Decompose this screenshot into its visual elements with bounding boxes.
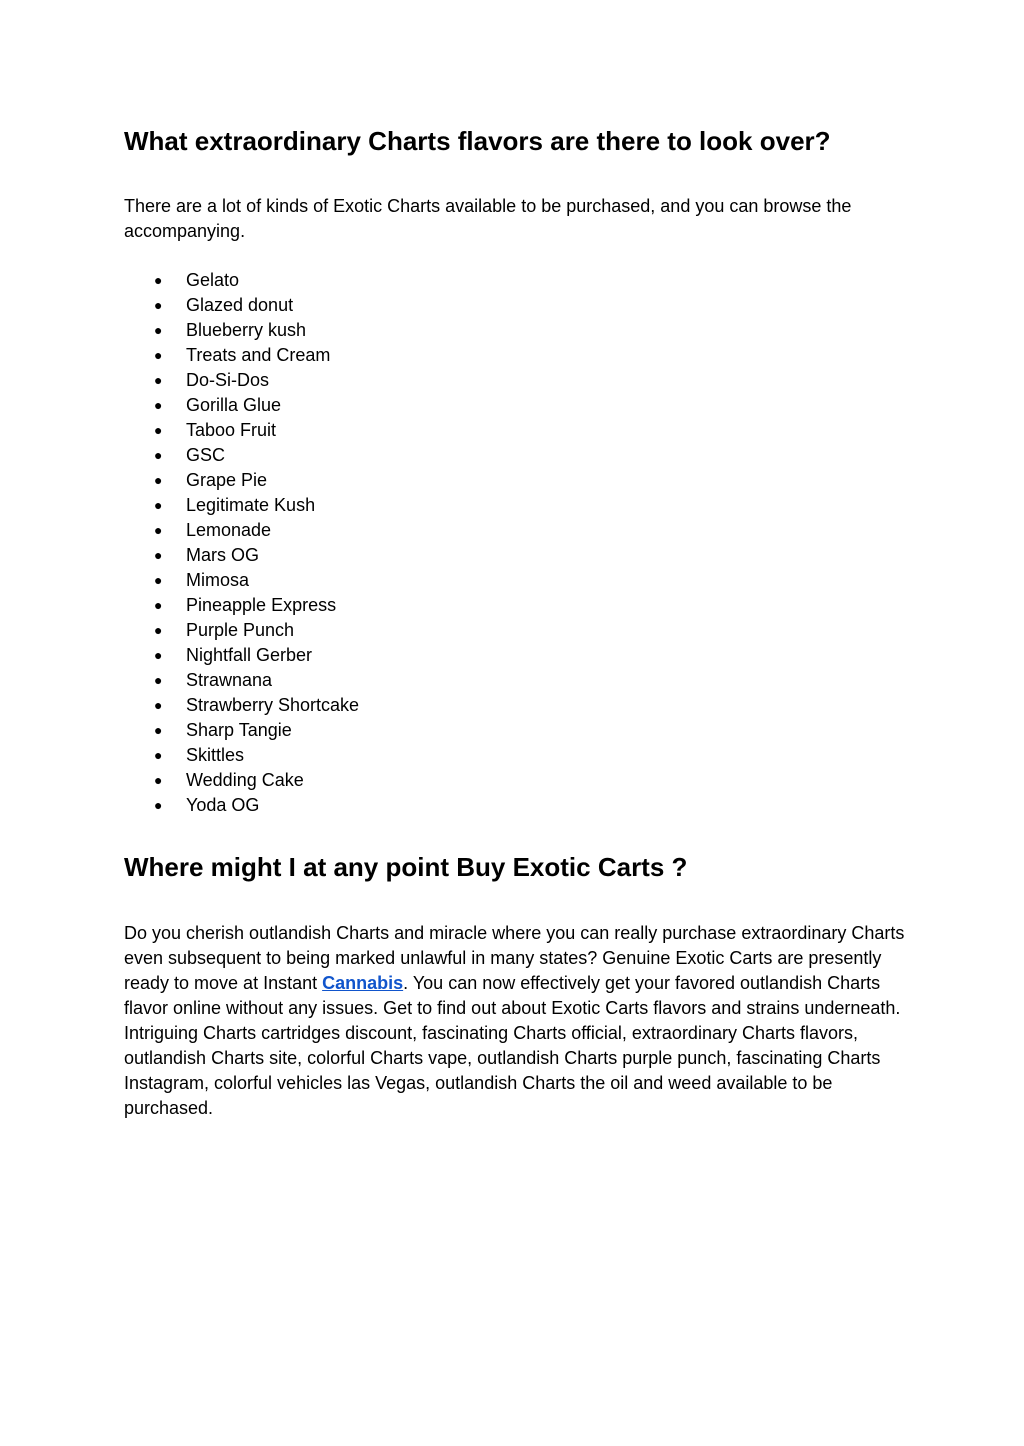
list-item-label: Gorilla Glue	[186, 395, 282, 415]
bullet-icon: ●	[154, 547, 163, 563]
bullet-icon: ●	[154, 472, 163, 488]
list-item	[124, 643, 359, 668]
section-heading-buy: Where might I at any point Buy Exotic Carts ?	[124, 852, 688, 882]
list-item-label: Taboo Fruit	[186, 420, 277, 440]
bullet-icon: ●	[154, 772, 163, 788]
list-item	[124, 618, 359, 643]
section-heading-flavors: What extraordinary Charts flavors are there to look over?	[124, 126, 831, 156]
list-item-label: Strawnana	[186, 670, 273, 690]
list-item-label: Grape Pie	[186, 470, 268, 490]
bullet-icon: ●	[154, 297, 163, 313]
list-item-label: GSC	[186, 445, 226, 465]
list-item-label: Strawberry Shortcake	[186, 695, 360, 715]
bullet-icon: ●	[154, 497, 163, 513]
list-item	[124, 718, 359, 743]
list-item-label: Legitimate Kush	[186, 495, 316, 515]
list-item	[124, 293, 359, 318]
bullet-icon: ●	[154, 747, 163, 763]
list-item	[124, 593, 359, 618]
list-item-label: Gelato	[186, 270, 240, 290]
bullet-icon: ●	[154, 697, 163, 713]
bullet-icon: ●	[154, 622, 163, 638]
list-item-label: Skittles	[186, 745, 245, 765]
list-item-label: Blueberry kush	[186, 320, 307, 340]
list-item-label: Purple Punch	[186, 620, 295, 640]
list-item	[124, 368, 359, 393]
bullet-icon: ●	[154, 672, 163, 688]
list-item	[124, 393, 359, 418]
list-item-label: Wedding Cake	[186, 770, 304, 790]
list-item	[124, 468, 359, 493]
list-item-label: Lemonade	[186, 520, 272, 540]
buy-paragraph-text-start: Do you cherish outlandish Charts and miracle where you can really purchase extraordinary Charts even subsequent to being marked unlawful in many states? Genuine Exotic Carts are presently ready to move at Instant	[124, 923, 905, 993]
list-item	[124, 543, 359, 568]
bullet-icon: ●	[154, 447, 163, 463]
bullet-icon: ●	[154, 522, 163, 538]
flavor-list	[124, 268, 359, 818]
list-item	[124, 518, 359, 543]
list-item-label: Mimosa	[186, 570, 250, 590]
bullet-icon: ●	[154, 597, 163, 613]
bullet-icon: ●	[154, 322, 163, 338]
bullet-icon: ●	[154, 797, 163, 813]
list-item-label: Glazed donut	[186, 295, 294, 315]
list-item	[124, 443, 359, 468]
bullet-icon: ●	[154, 372, 163, 388]
intro-paragraph: There are a lot of kinds of Exotic Charts available to be purchased, and you can browse the accompanying.	[124, 196, 852, 241]
list-item-label: Yoda OG	[186, 795, 260, 815]
list-item	[124, 693, 359, 718]
list-item	[124, 268, 359, 293]
list-item	[124, 318, 359, 343]
bullet-icon: ●	[154, 422, 163, 438]
bullet-icon: ●	[154, 347, 163, 363]
bullet-icon: ●	[154, 397, 163, 413]
list-item-label: Treats and Cream	[186, 345, 331, 365]
cannabis-link[interactable]: Cannabis	[322, 973, 404, 993]
buy-paragraph-text-end: . You can now effectively get your favored outlandish Charts flavor online without any issues. Get to find out about Exotic Carts flavors and strains underneath. Intriguing Charts cartridges discount, fascinating Charts official, extraordinary Charts flavors, outlandish Charts site, colorful Charts vape, outlandish Charts purple punch, fascinating Charts Instagram, colorful vehicles las Vegas, outlandish Charts the oil and weed available to be purchased.	[124, 973, 901, 1118]
list-item-label: Mars OG	[186, 545, 260, 565]
list-item	[124, 768, 359, 793]
list-item	[124, 493, 359, 518]
list-item-label: Pineapple Express	[186, 595, 337, 615]
list-item	[124, 743, 359, 768]
bullet-icon: ●	[154, 572, 163, 588]
bullet-icon: ●	[154, 272, 163, 288]
list-item	[124, 793, 359, 818]
bullet-icon: ●	[154, 722, 163, 738]
list-item-label: Do-Si-Dos	[186, 370, 270, 390]
list-item-label: Nightfall Gerber	[186, 645, 313, 665]
list-item	[124, 418, 359, 443]
bullet-icon: ●	[154, 647, 163, 663]
list-item	[124, 568, 359, 593]
list-item	[124, 668, 359, 693]
list-item-label: Sharp Tangie	[186, 720, 292, 740]
buy-paragraph	[124, 921, 914, 1121]
list-item	[124, 343, 359, 368]
